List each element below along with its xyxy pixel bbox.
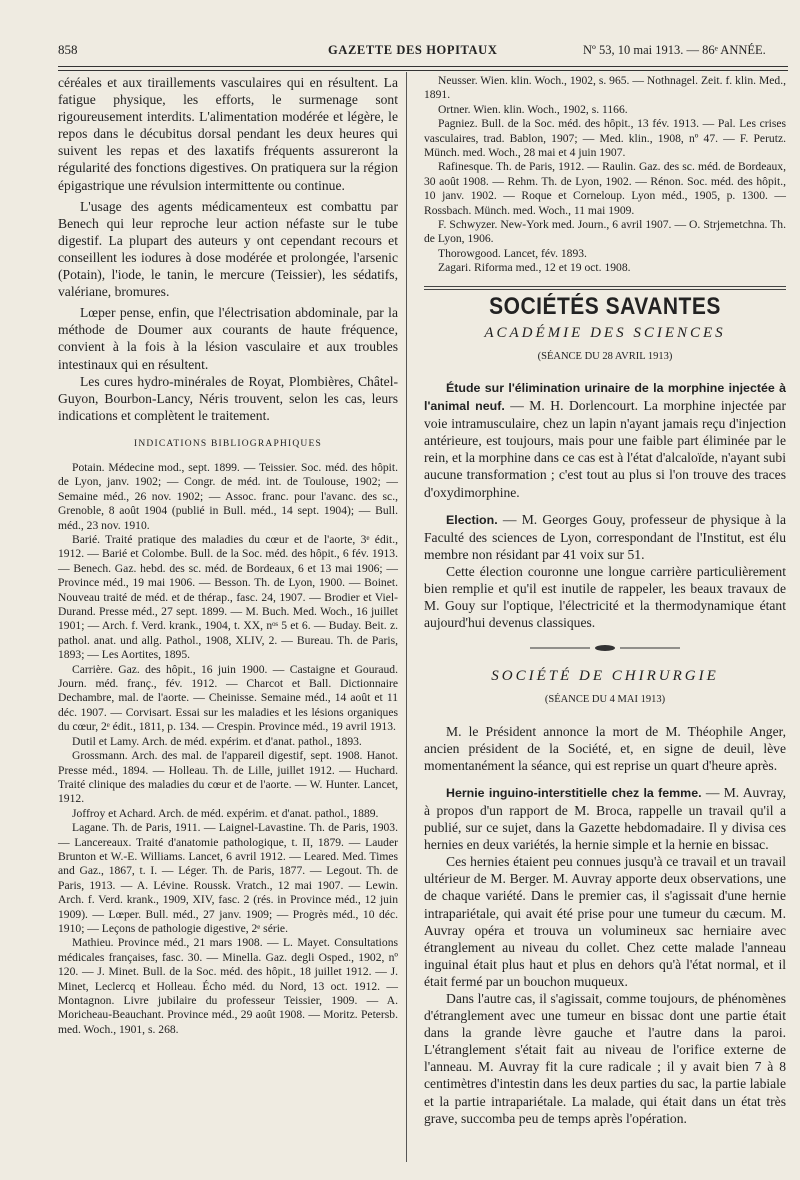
bibliography-entry: F. Schwyzer. New-York med. Journ., 6 avril 1907. — O. Strjemetchna. Th. de Lyon, 1906. (424, 218, 786, 246)
paragraph: céréales et aux tiraillements vasculaires qui en résultent. La fatigue physique, les efforts, le surmenage sont rigoureusement interdits. L'alimentation modérée et légère, le repos dans le décubitus dorsal pendant les deux heures qui suivent les repas et des laxatifs fréquents assureront la régularité des fonctions digestives. On pratiquera sur la région épigastrique une révulsion intermittente ou continue. (58, 75, 398, 193)
topic-body: — M. Georges Gouy, professeur de physique à la Faculté des sciences de Lyon, correspondant de l'Institut, est élu membre non résidant par 41 voix sur 51. (424, 511, 786, 562)
paragraph: M. le Président annonce la mort de M. Théophile Anger, ancien président de la Société, et, en signe de deuil, lève momentanément la séance, qui est reprise un quart d'heure après. (424, 723, 786, 773)
bibliography-entry: Ortner. Wien. klin. Woch., 1902, s. 1166. (438, 102, 628, 116)
right-column (424, 74, 786, 1127)
bibliography-continued (424, 74, 786, 276)
section-rule (424, 286, 786, 290)
bibliography-entry: Carrière. Gaz. des hôpit., 16 juin 1900. — Castaigne et Gouraud. Journ. méd. franç., fév. 1912. — Charcot et Ball. Dictionnaire Dechambre, mal. de l'aorte. — Cheinisse. Semaine méd., 14 août et 11 déc. 1907. — Corvisart. Essai sur les maladies et les lésions organiques du cœur, 2ᵉ édit., 1811, p. 134. — Crespin. Province méd., 19 avril 1913. (58, 662, 398, 734)
paragraph: Ces hernies étaient peu connues jusqu'à ce travail et un travail ultérieur de M. Berger. M. Auvray apporte deux observations, une de chaque variété. Dans le premier cas, il s'agissait d'une hernie intrapariétale, qui avait été prise pour une tumeur du cæcum. M. Auvray opéra et trouva un volumineux sac herniaire avec étranglement au niveau du collet. Chez cette malade l'anneau inguinal était plus haut et plus en dehors qu'à l'état normal, et il était fermé par un bouchon muqueux. (424, 854, 786, 989)
bibliography-entry: Thorowgood. Lancet, fév. 1893. (438, 246, 587, 260)
journal-title: GAZETTE DES HOPITAUX (328, 43, 498, 57)
topic-heading: Hernie inguino-interstitielle chez la femme. (446, 785, 702, 800)
section-title: SOCIÉTÉS SAVANTES (489, 292, 721, 320)
paragraph: Lœper pense, enfin, que l'électrisation abdominale, par la méthode de Doumer aux courants de haute fréquence, convient à la fois à la lésion vasculaire et aux troubles intestinaux qui en résultent. (58, 305, 398, 372)
paragraph: Dans l'autre cas, il s'agissait, comme toujours, de phénomènes d'étranglement avec une tumeur en bissac dont une partie était dans la grande lèvre gauche et l'autre dans la paroi. L'étranglement s'était fait au niveau de l'orifice externe de l'anneau. M. Auvray fit la cure radicale ; il y avait bien 7 à 8 centimètres d'intestin dans les deux parties du sac, la partie labiale et la partie intrapariétale. La malade, qui était dans un état très grave, succomba peu de temps après l'opération. (424, 990, 786, 1126)
page-number: 858 (58, 42, 78, 57)
bibliography-entry: Joffroy et Achard. Arch. de méd. expérim. et d'anat. pathol., 1889. (72, 806, 379, 820)
bibliography-entry: Zagari. Riforma med., 12 et 19 oct. 1908. (438, 261, 631, 275)
bibliography-entry: Barié. Traité pratique des maladies du cœur et de l'aorte, 3ᵉ édit., 1912. — Barié et Colombe. Bull. de la Soc. méd. des hôpit., 6 fév. 1913. — Benech. Gaz. hebd. des sc. méd. de Bordeaux, 6 et 13 mai 1906; — Province méd., 19 mai 1906. — Besson. Th. de Lyon, 1900. — Boinet. Nouveau traité de méd. et de thérap., fasc. 24, 1907. — Brodier et Viel-Durand. Presse méd., 27 sept. 1899. — M. Buch. Med. Woch., 16 juillet 1901; — Arch. f. Verd. krank., 1904, t. XX, nᵒˢ 5 et 6. — Buday. Beit. z. pathol. anat. und allg. Pathol., 1908, XLIV, 2. — Bureau. Th. de Paris, 1893; — Les Aortites, 1895. (58, 533, 398, 662)
paragraph (424, 784, 786, 853)
surgery-title: SOCIÉTÉ DE CHIRURGIE (491, 668, 719, 685)
paragraph (424, 511, 786, 563)
surgery-session: (SÉANCE DU 4 MAI 1913) (544, 694, 666, 706)
paragraph (424, 379, 786, 501)
topic-body: — M. H. Dorlencourt. La morphine injectée par voie intramusculaire, chez un lapin n'ayant jamais reçu d'injection antérieure, est toujours, mais pour une faible part éliminée par le rein, et la morphine dans ce cas est à l'état d'alcaloïde, n'ayant subi aucune transformation ; c'est tout au plus si l'on trouve des traces d'oxydimorphine. (424, 398, 786, 500)
issue-info: Nº 53, 10 mai 1913. — 86ᵉ ANNÉE. (583, 43, 766, 57)
bibliography-entry: Pagniez. Bull. de la Soc. méd. des hôpit., 13 fév. 1913. — Pal. Les crises vasculaires, trad. Bablon, 1907; — Med. klin., 1908, nº 47. — F. Perutz. Münch. med. Woch., 28 mai et 4 juin 1907. (424, 117, 786, 160)
bibliography-entry: Grossmann. Arch. des mal. de l'appareil digestif, sept. 1908. Hanot. Presse méd., 1894. — Holleau. Th. de Lille, juillet 1912. — Huchard. Traité clinique des maladies du cœur et de l'aorte. — W. Hunter. Lancet, 1912. (58, 749, 398, 806)
ornament-icon (530, 644, 680, 652)
header-rule-top (58, 66, 788, 67)
header-rule-bottom (58, 70, 788, 71)
bibliography-entry: Mathieu. Province méd., 21 mars 1908. — L. Mayet. Consultations médicales françaises, fasc. 30. — Minella. Gaz. degli Osped., 1902, nº 120. — J. Minet. Bull. de la Soc. méd. des hôpit., 18 juillet 1912. — J. Minet, Leclercq et Holleau. Écho méd. du Nord, 13 oct. 1912. — Montagnon. Livre jubilaire du professeur Teissier, 1909. — A. Moricheau-Beauchant. Province méd., 29 août 1908. — Moritz. Petersb. med. Woch., 1901, s. 268. (58, 936, 398, 1036)
bibliography-entry: Dutil et Lamy. Arch. de méd. expérim. et d'anat. pathol., 1893. (72, 734, 362, 748)
bibliography-entry: Rafinesque. Th. de Paris, 1912. — Raulin. Gaz. des sc. méd. de Bordeaux, 30 août 1908. — Rehm. Th. de Lyon, 1902. — Rénon. Soc. méd. des hôpit., 10 janv. 1902. — Roque et Corneloup. Lyon méd., 1905, p. 1300. — Rossbach. Münch. med. Woch., 11 mai 1909. (424, 160, 786, 217)
column-divider (406, 72, 407, 1162)
academy-title: ACADÉMIE DES SCIENCES (484, 324, 726, 341)
topic-heading: Election. (446, 512, 498, 527)
paragraph: Les cures hydro-minérales de Royat, Plombières, Châtel-Guyon, Bourbon-Lancy, Néris trouvent, selon les cas, leurs indications et complètent le traitement. (58, 373, 398, 423)
topic-body: — M. Auvray, à propos d'un rapport de M. Broca, rappelle un travail qu'il a publié, sur ce sujet, dans la Gazette hebdomadaire. Il y divisa ces hernies en deux variétés, la hernie simple et la hernie en bissac. (424, 784, 787, 853)
bibliography-entry: Lagane. Th. de Paris, 1911. — Laignel-Lavastine. Th. de Paris, 1903. — Lancereaux. Traité d'anatomie pathologique, t. II, 1879. — Lauder Brunton et W.-E. Williams. Lancet, 6 avril 1912. — Leared. Med. Times and Gaz., 1867, t. I. — Léger. Th. de Paris, 1877. — Legout. Th. de Paris, 1913. — A. Lévine. Roussk. Vratch., 12 mai 1907. — Lewin. Arch. f. Verd. krank., 1909, XIV, fasc. 2 (rés. in Province méd., 12 juin 1909). — Lœper. Bull. méd., 27 janv. 1909; — Progrès méd., 10 déc. 1910; — Leçons de pathologie digestive, 2ᵉ série. (58, 821, 398, 935)
paragraph: L'usage des agents médicamenteux est combattu par Benech qui leur reproche leur action néfaste sur le tube digestif. La plupart des auteurs y ont cependant recours et conseillent les iodures à dose modérée et prolongée, l'arsenic (Potain), l'iode, le tanin, le mercure (Teissier), les sédatifs, valériane, bromures. (58, 198, 398, 300)
bibliography-entry: Neusser. Wien. klin. Woch., 1902, s. 965. — Nothnagel. Zeit. f. klin. Med., 1891. (424, 74, 786, 102)
topic-heading: Étude sur l'élimination urinaire de la morphine injectée à l'animal neuf. (424, 380, 786, 414)
ornament-divider (424, 641, 786, 658)
bibliography-heading: INDICATIONS BIBLIOGRAPHIQUES (134, 438, 322, 449)
bibliography-entry: Potain. Médecine mod., sept. 1899. — Teissier. Soc. méd. des hôpit. de Lyon, janv. 1902; — Congr. de méd. int. de Toulouse, 1902; — Semaine méd., 26 nov. 1902; — Assoc. franc. pour l'avanc. des sc., Grenoble, 8 août 1904 (publié in Bull. méd., 14 sept. 1904); — Bull. méd., 23 nov. 1910. (58, 460, 398, 532)
academy-session: (SÉANCE DU 28 AVRIL 1913) (537, 350, 673, 362)
bibliography-list (58, 461, 398, 1037)
paragraph: Cette élection couronne une longue carrière particulièrement bien remplie et qu'il est inutile de rappeler, les beaux travaux de M. Gouy sur l'optique, l'électricité et la thermodynamique étant aujourd'hui devenus classiques. (424, 563, 786, 631)
left-column (58, 74, 398, 1037)
page-header (58, 42, 788, 62)
